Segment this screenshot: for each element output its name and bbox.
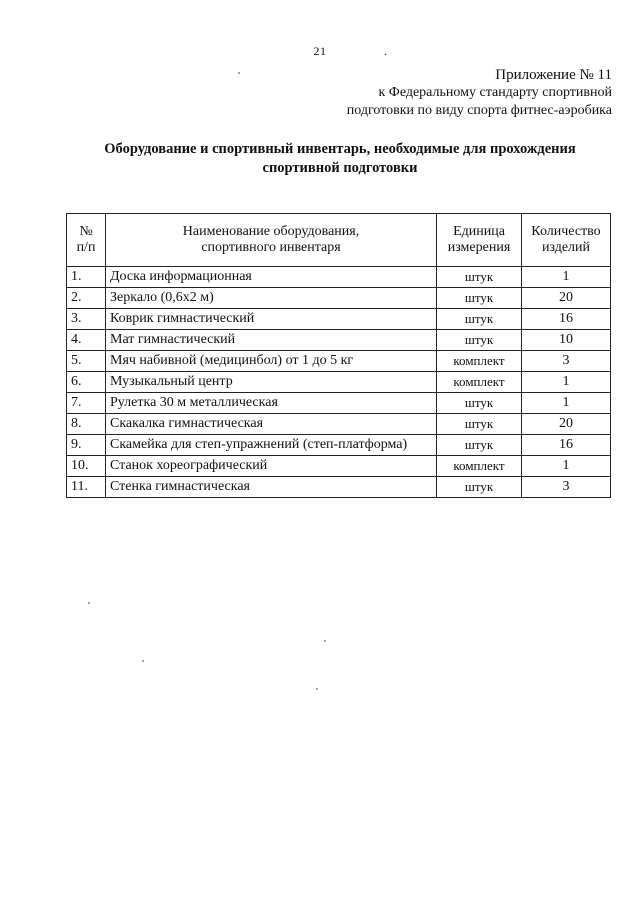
row-number: 3. <box>67 309 106 330</box>
table-row <box>67 267 611 288</box>
table-row <box>67 477 611 498</box>
appendix-line-1: к Федеральному стандарту спортивной <box>378 85 612 100</box>
row-name: Мат гимнастический <box>106 330 437 351</box>
row-unit: штук <box>437 393 522 414</box>
row-number: 1. <box>67 267 106 288</box>
row-quantity: 20 <box>522 288 611 309</box>
table-row <box>67 330 611 351</box>
row-name: Станок хореографический <box>106 456 437 477</box>
row-number: 2. <box>67 288 106 309</box>
row-unit: штук <box>437 330 522 351</box>
header-number-line-1: № <box>79 224 93 239</box>
row-number: 9. <box>67 435 106 456</box>
scan-speck <box>88 602 90 604</box>
document-title <box>40 140 640 178</box>
appendix-block <box>347 66 612 120</box>
row-number: 6. <box>67 372 106 393</box>
table-row <box>67 435 611 456</box>
header-quantity <box>522 214 611 267</box>
row-quantity: 3 <box>522 477 611 498</box>
row-quantity: 1 <box>522 267 611 288</box>
appendix-title: Приложение № 11 <box>495 67 612 83</box>
row-unit: штук <box>437 414 522 435</box>
row-unit: комплект <box>437 372 522 393</box>
scan-speck <box>316 688 318 690</box>
row-quantity: 16 <box>522 309 611 330</box>
table-row <box>67 393 611 414</box>
row-number: 7. <box>67 393 106 414</box>
row-quantity: 1 <box>522 372 611 393</box>
header-unit-line-2: измерения <box>447 240 511 255</box>
row-quantity: 20 <box>522 414 611 435</box>
header-name-line-2: спортивного инвентаря <box>201 240 341 255</box>
header-quantity-line-1: Количество <box>531 224 601 239</box>
row-quantity: 10 <box>522 330 611 351</box>
header-unit-line-1: Единица <box>453 224 505 239</box>
row-quantity: 3 <box>522 351 611 372</box>
row-unit: штук <box>437 267 522 288</box>
header-number <box>67 214 106 267</box>
row-name: Доска информационная <box>106 267 437 288</box>
page-number <box>0 44 640 59</box>
row-unit: штук <box>437 477 522 498</box>
row-number: 8. <box>67 414 106 435</box>
header-unit <box>437 214 522 267</box>
row-name: Скамейка для степ-упражнений (степ-платформа) <box>106 435 437 456</box>
row-quantity: 1 <box>522 393 611 414</box>
row-number: 10. <box>67 456 106 477</box>
row-name: Коврик гимнастический <box>106 309 437 330</box>
row-number: 11. <box>67 477 106 498</box>
row-name: Музыкальный центр <box>106 372 437 393</box>
table-row <box>67 372 611 393</box>
row-name: Зеркало (0,6х2 м) <box>106 288 437 309</box>
appendix-line-2: подготовки по виду спорта фитнес-аэробика <box>346 103 612 118</box>
header-name-line-1: Наименование оборудования, <box>182 224 360 239</box>
scan-speck <box>324 640 326 642</box>
table-row <box>67 288 611 309</box>
header-name <box>106 214 437 267</box>
header-number-line-2: п/п <box>76 240 96 255</box>
row-quantity: 1 <box>522 456 611 477</box>
page-number-text: 21 <box>313 44 327 58</box>
table-row <box>67 456 611 477</box>
table-row <box>67 414 611 435</box>
scan-speck <box>142 660 144 662</box>
row-name: Стенка гимнастическая <box>106 477 437 498</box>
header-quantity-line-2: изделий <box>541 240 591 255</box>
table-header-row <box>67 214 611 267</box>
row-name: Мяч набивной (медицинбол) от 1 до 5 кг <box>106 351 437 372</box>
document-title-line-2: спортивной подготовки <box>262 160 418 176</box>
row-unit: штук <box>437 435 522 456</box>
table-row <box>67 309 611 330</box>
row-quantity: 16 <box>522 435 611 456</box>
row-number: 4. <box>67 330 106 351</box>
table-row <box>67 351 611 372</box>
row-number: 5. <box>67 351 106 372</box>
equipment-table <box>66 213 611 498</box>
row-unit: штук <box>437 309 522 330</box>
document-title-line-1: Оборудование и спортивный инвентарь, необходимые для прохождения <box>104 141 576 157</box>
row-unit: комплект <box>437 351 522 372</box>
row-name: Рулетка 30 м металлическая <box>106 393 437 414</box>
scan-speck <box>238 72 240 74</box>
row-unit: штук <box>437 288 522 309</box>
row-unit: комплект <box>437 456 522 477</box>
row-name: Скакалка гимнастическая <box>106 414 437 435</box>
page-mark: . <box>384 44 388 58</box>
